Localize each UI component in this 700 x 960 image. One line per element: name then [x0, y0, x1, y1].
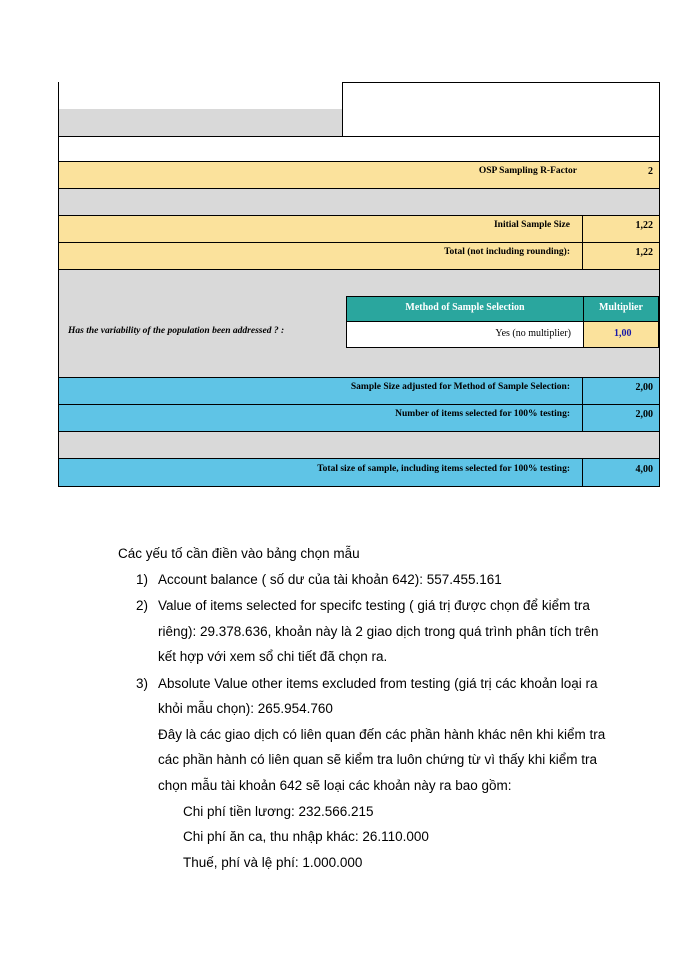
sub-item-3: Thuế, phí và lệ phí: 1.000.000: [183, 855, 363, 870]
method-header: Method of Sample Selection: [346, 296, 584, 322]
initial-sample-value: 1,22: [635, 220, 653, 231]
item2-line2: riêng): 29.378.636, khoản này là 2 giao dịch trong quá trình phân tích trên: [158, 624, 599, 639]
total-row: [59, 243, 659, 270]
col-divider: [582, 405, 583, 432]
col-divider: [582, 459, 583, 487]
intro-text: Các yếu tố cần điền vào bảng chọn mẫu: [118, 546, 360, 561]
method-select[interactable]: Yes (no multiplier): [346, 321, 584, 348]
top-gray-block: [59, 109, 342, 137]
items100-label: Number of items selected for 100% testing:: [395, 409, 570, 419]
r-factor-value: 2: [648, 166, 653, 177]
total-size-value: 4,00: [635, 464, 653, 475]
adjusted-row: [59, 378, 659, 405]
total-size-row: [59, 459, 659, 487]
method-section: [59, 270, 659, 378]
sampling-table: [58, 82, 660, 487]
gray-row-2: [59, 432, 659, 459]
top-white-box: [342, 82, 660, 137]
total-value: 1,22: [635, 247, 653, 258]
col-divider: [582, 378, 583, 405]
adjusted-value: 2,00: [635, 382, 653, 393]
item1-text: Account balance ( số dư của tài khoản 642): 557.455.161: [158, 572, 502, 587]
item3-para1: Đây là các giao dịch có liên quan đến các phần hành khác nên khi kiểm tra: [158, 727, 606, 742]
sub-item-2: Chi phí ăn ca, thu nhập khác: 26.110.000: [183, 829, 429, 844]
item2-line3: kết hợp với xem sổ chi tiết đã chọn ra.: [158, 649, 388, 664]
items100-value: 2,00: [635, 409, 653, 420]
item3-line2: khỏi mẫu chọn): 265.954.760: [158, 701, 333, 716]
r-factor-row: [59, 162, 659, 189]
initial-sample-row: [59, 216, 659, 243]
item3-number: 3): [136, 676, 149, 691]
multiplier-value: 1,00: [583, 321, 659, 348]
sub-item-1: Chi phí tiền lương: 232.566.215: [183, 804, 374, 819]
total-size-label: Total size of sample, including items selected for 100% testing:: [317, 464, 570, 474]
col-divider: [582, 243, 583, 270]
col-divider: [582, 216, 583, 243]
initial-sample-label: Initial Sample Size: [493, 220, 570, 230]
items100-row: [59, 405, 659, 432]
item3-para2: các phần hành có liên quan sẽ kiểm tra luôn chứng từ vì thấy khi kiểm tra: [158, 752, 598, 767]
variability-question: Has the variability of the population been addressed ? :: [68, 326, 285, 336]
item2-number: 2): [136, 598, 149, 613]
gray-row: [59, 189, 659, 216]
blank-row: [59, 137, 659, 162]
multiplier-header: Multiplier: [583, 296, 659, 322]
adjusted-label: Sample Size adjusted for Method of Sample Selection:: [350, 382, 570, 392]
table-right-border: [659, 137, 660, 487]
item3-line1: Absolute Value other items excluded from testing (giá trị các khoản loại ra: [158, 676, 598, 691]
item3-para3: chọn mẫu tài khoản 642 sẽ loại các khoản này ra bao gồm:: [158, 778, 512, 793]
item1-number: 1): [136, 572, 149, 587]
item2-line1: Value of items selected for specifc testing ( giá trị được chọn để kiểm tra: [158, 598, 590, 613]
r-factor-label: OSP Sampling R-Factor: [478, 166, 577, 176]
total-label: Total (not including rounding):: [444, 247, 570, 257]
